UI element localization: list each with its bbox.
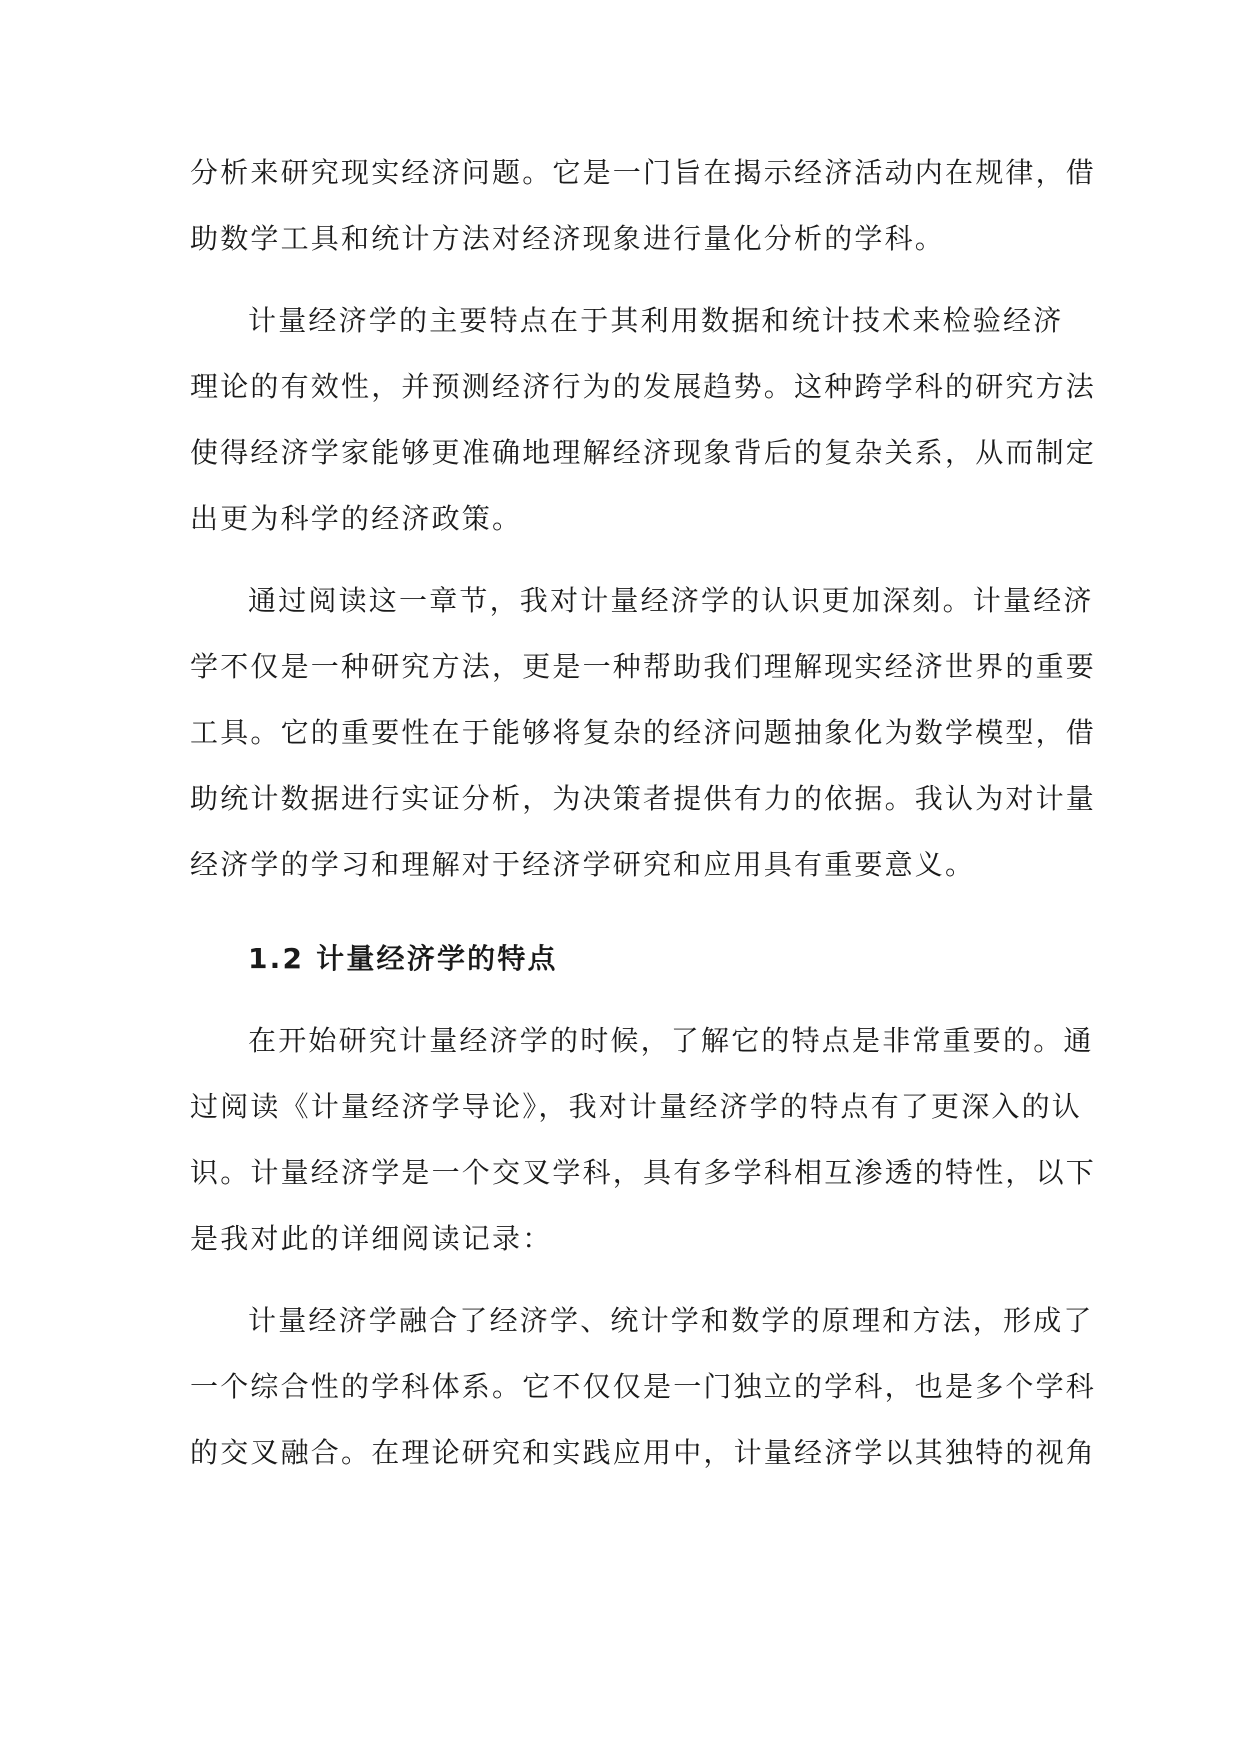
document-body — [190, 140, 1097, 1486]
text-line: 使得经济学家能够更准确地理解经济现象背后的复杂关系，从而制定 — [190, 436, 1097, 469]
paragraph-3 — [190, 568, 1097, 898]
text-line: 学不仅是一种研究方法，更是一种帮助我们理解现实经济世界的重要 — [190, 650, 1097, 683]
text-line: 助统计数据进行实证分析，为决策者提供有力的依据。我认为对计量 — [190, 782, 1097, 815]
text-line: 一个综合性的学科体系。它不仅仅是一门独立的学科，也是多个学科 — [190, 1370, 1097, 1403]
section-heading: 1.2 计量经济学的特点 — [248, 942, 558, 975]
text-line: 的交叉融合。在理论研究和实践应用中，计量经济学以其独特的视角 — [190, 1436, 1097, 1469]
paragraph-2 — [190, 288, 1097, 552]
text-line: 通过阅读这一章节，我对计量经济学的认识更加深刻。计量经济 — [248, 584, 1094, 617]
text-line: 计量经济学的主要特点在于其利用数据和统计技术来检验经济 — [248, 304, 1064, 337]
text-line: 过阅读《计量经济学导论》，我对计量经济学的特点有了更深入的认 — [190, 1090, 1083, 1123]
paragraph-1 — [190, 140, 1097, 272]
text-line: 理论的有效性，并预测经济行为的发展趋势。这种跨学科的研究方法 — [190, 370, 1097, 403]
text-line: 识。计量经济学是一个交叉学科，具有多学科相互渗透的特性，以下 — [190, 1156, 1097, 1189]
text-line: 助数学工具和统计方法对经济现象进行量化分析的学科。 — [190, 222, 946, 255]
text-line: 工具。它的重要性在于能够将复杂的经济问题抽象化为数学模型，借 — [190, 716, 1097, 749]
text-line: 计量经济学融合了经济学、统计学和数学的原理和方法，形成了 — [248, 1304, 1094, 1337]
text-line: 分析来研究现实经济问题。它是一门旨在揭示经济活动内在规律，借 — [190, 156, 1097, 189]
paragraph-4 — [190, 1008, 1097, 1272]
paragraph-5 — [190, 1288, 1097, 1486]
text-line: 在开始研究计量经济学的时候，了解它的特点是非常重要的。通 — [248, 1024, 1094, 1057]
text-line: 经济学的学习和理解对于经济学研究和应用具有重要意义。 — [190, 848, 976, 881]
text-line: 是我对此的详细阅读记录： — [190, 1222, 553, 1255]
text-line: 出更为科学的经济政策。 — [190, 502, 523, 535]
